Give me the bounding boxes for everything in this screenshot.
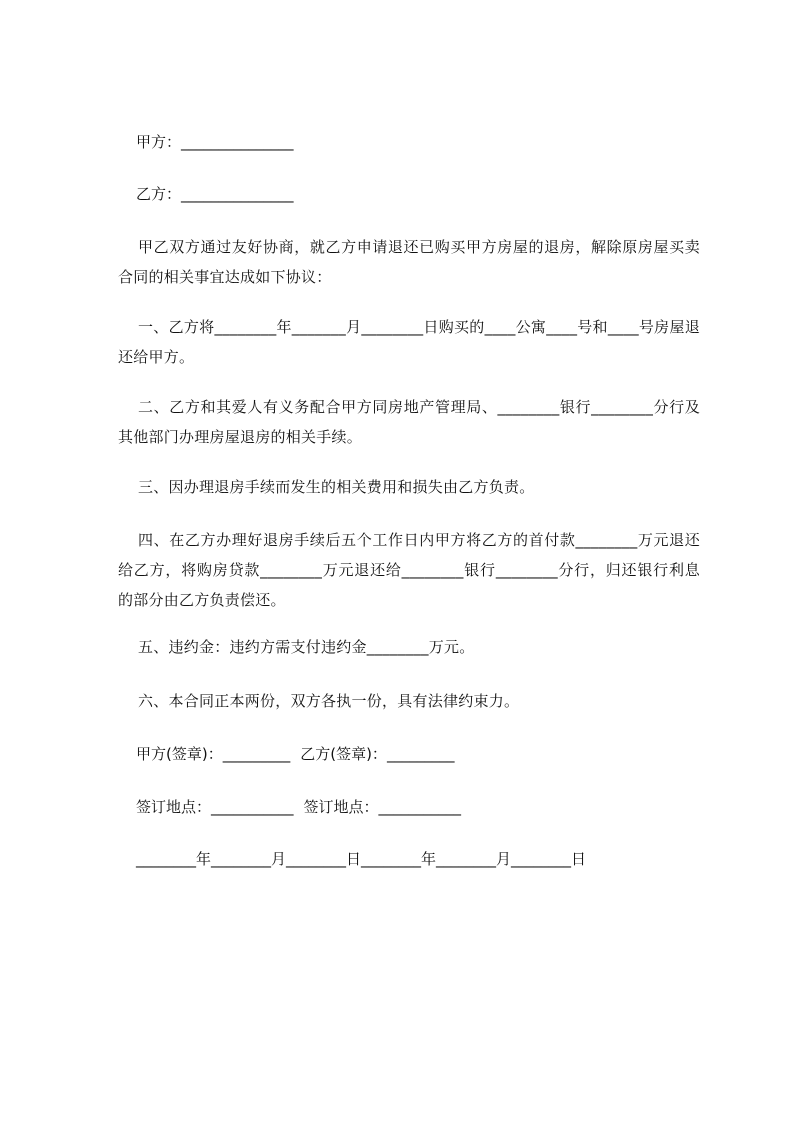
party-b-label: 乙方：: [136, 185, 182, 203]
party-b-seal-label: 乙方(签章)：: [300, 745, 387, 763]
location-line: [136, 797, 461, 817]
party-b-line: [136, 184, 294, 204]
clause-2: 二、乙方和其爱人有义务配合甲方同房地产管理局、________银行________分行及其他部门办理房屋退房的相关手续。: [118, 398, 700, 446]
clause-5: 五、违约金：违约方需支付违约金________万元。: [138, 638, 475, 656]
clause-6: 六、本合同正本两份，双方各执一份，具有法律约束力。: [138, 692, 520, 710]
intro-paragraph: 甲乙双方通过友好协商，就乙方申请退还已购买甲方房屋的退房，解除原房屋买卖合同的相关事宜达成如下协议：: [118, 238, 700, 286]
location-b-label: 签订地点：: [303, 798, 379, 816]
party-b-blank: _______________: [181, 185, 294, 203]
party-a-blank: _______________: [181, 133, 294, 151]
signature-line: [136, 744, 454, 764]
party-a-line: [136, 132, 294, 152]
date-line: ________年________月________日________年________月________日: [136, 850, 587, 868]
location-b-blank: ___________: [378, 798, 462, 816]
party-a-seal-blank: _________: [222, 745, 291, 763]
location-a-label: 签订地点：: [136, 798, 212, 816]
party-a-label: 甲方：: [136, 133, 182, 151]
clause-4: 四、在乙方办理好退房手续后五个工作日内甲方将乙方的首付款________万元退还给乙方，将购房贷款________万元退还给________银行________分行，归还银行利息的部分由乙方负责偿还。: [118, 531, 700, 609]
location-a-blank: ___________: [211, 798, 294, 816]
clause-1: 一、乙方将________年_______月________日购买的____公寓____号和____号房屋退还给甲方。: [118, 318, 700, 366]
party-b-seal-blank: _________: [386, 745, 455, 763]
party-a-seal-label: 甲方(签章)：: [136, 745, 223, 763]
clause-3: 三、因办理退房手续而发生的相关费用和损失由乙方负责。: [138, 478, 535, 496]
